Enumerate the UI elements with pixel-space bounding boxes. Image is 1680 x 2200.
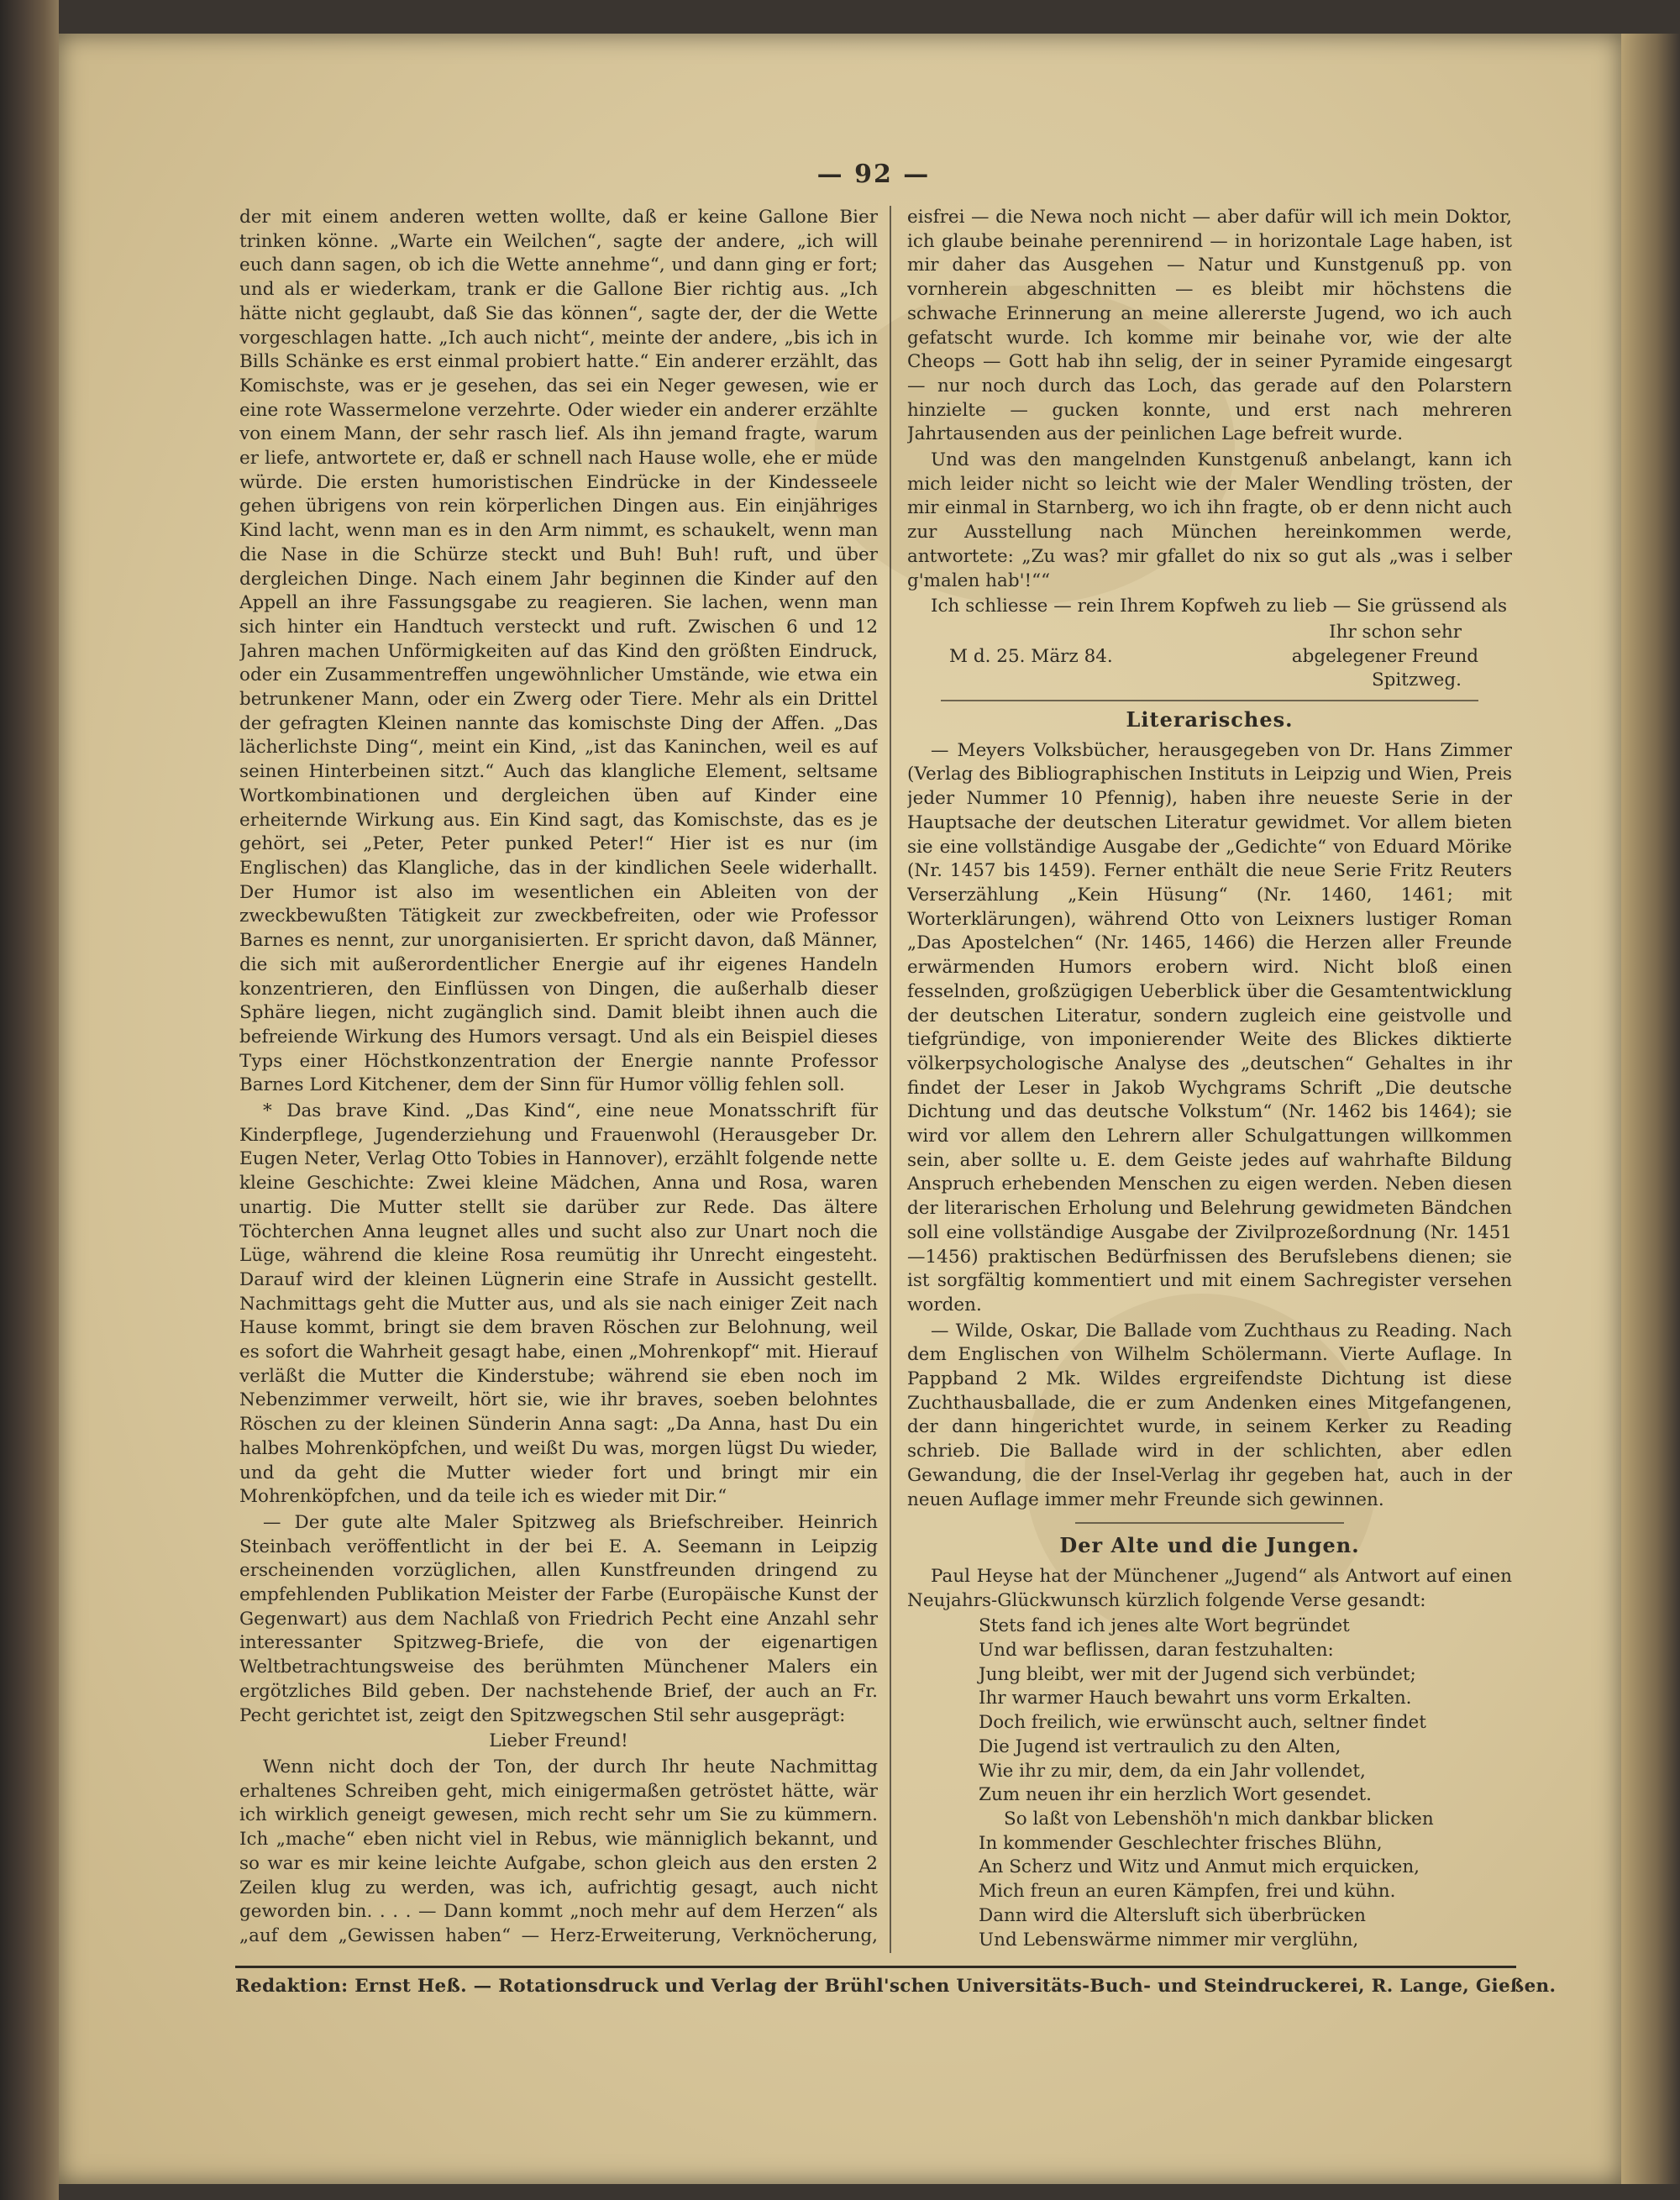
poem-line: Stets fand ich jenes alte Wort begründet [979,1615,1350,1637]
brave-kind-article: * Das brave Kind. „Das Kind“, eine neue Monatsschrift für Kinderpflege, Jugenderziehung und Frauenwohl (Herausgeber Dr. Eugen Neter, Verlag Otto Tobies in Hannover), erzählt folgende nette kleine Geschichte: Zwei kleine Mädchen, Anna und Rosa, waren unartig. Die Mutter stellt sie darüber zur Rede. Das ältere Töchterchen Anna leugnet alles und sucht also zur Unart noch die Lüge, während die kleine Rosa reumütig ihr Unrecht eingesteht. Darauf wird der kleinen Lügnerin eine Strafe in Aussicht gestellt. Nachmittags geht die Mutter aus, und als sie nach einiger Zeit nach Hause kommt, bringt sie dem braven Röschen zur Belohnung, weil es sofort die Wahrheit gesagt habe, einen „Mohrenkopf“ mit. Hierauf verläßt die Mutter die Kinderstube; während sie eben noch im Nebenzimmer verweilt, hört sie, wie ihr braves, soeben belohntes Röschen zu der kleinen Sünderin Anna sagt: „Da Anna, hast Du ein halbes Mohrenköpfchen, und weißt Du was, morgen lügst Du wieder, und da geht die Mutter wieder fort und bringt mir ein Mohrenköpfchen, und da teile ich es wieder mit Dir.“ [239,1100,878,1508]
page-edge [1621,34,1680,2184]
poem-line: Und Lebenswärme nimmer mir verglühn, [979,1929,1359,1951]
humor-article-text: der mit einem anderen wetten wollte, daß er keine Gallone Bier trinken könne. „Warte ein Weilchen“, sagte der andere, „ich will euch dann sagen, ob ich die Wette annehme“, und dann ging er fort; und als er wiederkam, trank er die Gallone Bier richtig aus. „Ich hätte nicht geglaubt, daß Sie das können“, sagte der, der die Wette vorgeschlagen hatte. „Ich auch nicht“, meinte der andere, „bis ich in Bills Schänke es erst einmal probiert hatte.“ Ein anderer erzählt, das Komischste, was er je gesehen, das sei ein Neger gewesen, wie er eine rote Wassermelone verzehrte. Oder wieder ein anderer erzählte von einem Mann, der sehr rasch lief. Als ihn jemand fragte, warum er liefe, antwortete er, daß er schnell nach Hause wolle, ehe er müde würde. Die ersten humoristischen Eindrücke in der Kindesseele gehen übrigens von rein körperlichen Dingen aus. Ein einjähriges Kind lacht, wenn man es in den Arm nimmt, es schaukelt, wenn man die Nase in die Schürze steckt und Buh! Buh! ruft, und über dergleichen Dinge. Nach einem Jahr beginnen die Kinder auf den Appell an ihre Fassungsgabe zu reagieren. Sie lachen, wenn man sich hinter ein Handtuch versteckt und ruft. Zwischen 6 und 12 Jahren machen Unförmigkeiten auf das Kind den größten Eindruck, oder ein Zusammentreffen ungewöhnlicher Umstände, wie etwa ein betrunkener Mann, oder ein Zwerg oder Tiere. Mehr als ein Drittel der gefragten Kleinen nannte das komischste Ding der Affen. „Das lächerlichste Ding“, meint ein Kind, „ist das Kaninchen, weil es auf seinen Hinterbeinen sitzt.“ Auch das klangliche Element, seltsame Wortkombinationen und dergleichen üben auf Kinder eine erheiternde Wirkung aus. Ein Kind sagt, das Komischste, das es je gehört, sei „Peter, Peter punked Peter!“ Hier ist es nur (im Englischen) das Klangliche, das in der kindlichen Seele widerhallt. Der Humor ist also im wesentlichen ein Ableiten von der zweckbewußten Tätigkeit zur zweckbefreiten, oder wie Professor Barnes es nennt, zur unorganisierten. Er spricht davon, daß Männer, die sich mit außerordentlicher Energie auf ihr eigenes Handeln konzentrieren, den Einflüssen von Dingen, die außerhalb dieser Sphäre liegen, nicht zugänglich sind. Damit bleibt ihnen auch die befreiende Wirkung des Humors versagt. Und als ein Beispiel dieses Typs einer Höchstkonzentration der Energie nannte Professor Barnes Lord Kitchener, dem der Sinn für Humor völlig fehlen soll. [239,207,878,1096]
alte-jungen-intro: Paul Heyse hat der Münchener „Jugend“ als Antwort auf einen Neujahrs-Glückwunsch kürzlich folgende Verse gesandt: [907,1565,1512,1611]
imprint-footer: Redaktion: Ernst Heß. — Rotationsdruck und Verlag der Brühl'schen Universitäts-Buch- und Steindruckerei, R. Lange, Gießen. [235,1976,1557,1997]
poem-line [979,1952,1512,1953]
letter-signature-name: Spitzweg. [1371,669,1462,691]
right-column [907,206,1512,1953]
letter-closing: Ich schliesse — rein Ihrem Kopfweh zu lieb — Sie grüssend als [931,596,1508,617]
literarisches-meyers: — Meyers Volksbücher, herausgegeben von Dr. Hans Zimmer (Verlag des Bibliographischen Instituts in Leipzig und Wien, Preis jeder Nummer 10 Pfennig), haben ihre neueste Serie in der Hauptsache der deutschen Literatur gewidmet. Vor allem bieten sie eine vollständige Ausgabe der „Gedichte“ von Eduard Mörike (Nr. 1457 bis 1459). Ferner enthält die neue Serie Fritz Reuters Verserzählung „Kein Hüsung“ (Nr. 1460, 1461; mit Worterklärungen), während Otto von Leixners lustiger Roman „Das Apostelchen“ (Nr. 1465, 1466) die Herzen aller Freunde erwärmenden Humors erobern wird. Nicht bloß einen fesselnden, großzügigen Ueberblick über die Gesamtentwicklung der deutschen Literatur, sondern zugleich eine geistvolle und tiefgründige, von imponierender Weite des Blickes diktierte völkerpsychologische Analyse des „deutschen“ Gehaltes in ihr findet der Leser in Jakob Wychgrams Schrift „Die deutsche Dichtung und das deutsche Volkstum“ (Nr. 1462 bis 1464); sie wird vor allem den Lehrern aller Schulgattungen willkommen sein, aber sollte u. E. dem Geiste jedes auf wahrhafte Bildung Anspruch erhebenden Menschen zu eigen werden. Neben diesen der literarischen Erholung und Belehrung gewidmeten Bändchen soll eine vollständige Ausgabe der Zivilprozeßordnung (Nr. 1451—1456) praktischen Bedürfnissen des Berufslebens dienen; sie ist sorgfältig kommentiert und mit einem Sachregister versehen worden. [907,739,1512,1315]
footer-rule [235,1966,1516,1968]
poem-line: Wie ihr zu mir, dem, da ein Jahr vollendet, [979,1760,1366,1782]
section-rule [941,700,1478,701]
heyse-poem [907,1615,1512,1953]
book-binding [0,0,59,2200]
letter-continuation: eisfrei — die Newa noch nicht — aber dafür will ich mein Doktor, ich glaube beinahe perennirend — in horizontale Lage haben, ist mir daher das Ausgehen — Natur und Kunstgenuß pp. von vornherein abgeschnitten — es bleibt mir höchstens die schwache Erinnerung an meine allererste Jugend, wo ich auch gefatscht wurde. Ich komme mir beinahe vor, wie der alte Cheops — Gott hab ihn selig, der in seiner Pyramide eingesargt — nur noch durch das Loch, das gerade auf den Polarstern hinzielte — gucken konnte, und erst nach mehreren Jahrtausenden aus der peinlichen Lage befreit wurde. [907,207,1512,445]
letter-date: M d. 25. März 84. [949,645,1113,667]
letter-body: Wenn nicht doch der Ton, der durch Ihr heute Nachmittag erhaltenes Schreiben geht, mich einigermaßen getröstet hätte, wär ich wirklich geneigt gewesen, mich recht sehr um Sie zu kümmern. Ich „mache“ eben nicht viel in Rebus, wie männiglich bekannt, und so war es mir keine leichte Aufgabe, schon gleich aus den ersten 2 Zeilen klug zu werden, was ich, aufrichtig gesagt, auch nicht geworden bin. . . . — Dann kommt „noch mehr auf dem Herzen“ als „auf dem „Gewissen haben“ — Herz-Erweiterung, Verknöcherung, [239,1756,878,1946]
page-number: — 92 — [816,160,931,189]
poem-line: Doch freilich, wie erwünscht auch, seltner findet [979,1712,1426,1734]
poem-line: Zum neuen ihr ein herzlich Wort gesendet. [979,1784,1372,1806]
letter-salutation: Lieber Freund! [489,1730,628,1752]
left-column [239,206,878,1949]
literarisches-heading: Literarisches. [1126,707,1294,732]
section-rule [1075,1522,1344,1524]
letter-signature-line-1: Ihr schon sehr [1329,621,1462,643]
alte-jungen-heading: Der Alte und die Jungen. [1059,1533,1360,1558]
poem-line: Und war beflissen, daran festzuhalten: [979,1640,1334,1662]
poem-line: Die Jugend ist vertraulich zu den Alten, [979,1735,1341,1757]
poem-line: In kommender Geschlechter frisches Blühn, [979,1832,1383,1854]
poem-line: An Scherz und Witz und Anmut mich erquicken, [979,1856,1420,1878]
literarisches-wilde: — Wilde, Oskar, Die Ballade vom Zuchthaus zu Reading. Nach dem Englischen von Wilhelm Schölermann. Vierte Auflage. In Pappband 2 Mk. Wildes ergreifendste Dichtung ist diese Zuchthausballade, die er zum Andenken eines Mitgefangenen, der dann hingerichtet wurde, in seinem Kerker zu Reading schrieb. Die Ballade wird in der schlichten, aber edlen Gewandung, die der Insel-Verlag ihr gegeben hat, auch in der neuen Auflage immer mehr Freunde sich gewinnen. [907,1320,1512,1510]
poem-line: So laßt von Lebenshöh'n mich dankbar blicken [1004,1809,1434,1830]
poem-line: Ihr warmer Hauch bewahrt uns vorm Erkalten. [979,1688,1412,1709]
letter-dateline [907,645,1512,669]
letter-signature-line-2: abgelegener Freund [1291,645,1478,667]
letter-continuation-2: Und was den mangelnden Kunstgenuß anbelangt, kann ich mich leider nicht so leicht wie der Maler Wendling trösten, der mir einmal in Starnberg, wo ich ihn fragte, ob er denn nicht auch zur Ausstellung nach München hereinkommen werde, antwortete: „Zu was? mir gfallet do nix so gut als „was i selber g'malen hab'!““ [907,449,1512,591]
poem-line: Jung bleibt, wer mit der Jugend sich verbündet; [979,1663,1416,1685]
poem-line: Dann wird die Altersluft sich überbrücken [979,1904,1366,1926]
poem-line: Mich freun an euren Kämpfen, frei und kühn. [979,1881,1396,1903]
column-divider [890,206,891,1953]
spitzweg-article-intro: — Der gute alte Maler Spitzweg als Briefschreiber. Heinrich Steinbach veröffentlicht in der bei E. A. Seemann in Leipzig erscheinenden vorzüglichen, allen Kunstfreunden dringend zu empfehlenden Publikation Meister der Farbe (Europäische Kunst der Gegenwart) aus dem Nachlaß von Friedrich Pecht eine Anzahl sehr interessanter Spitzweg-Briefe, die von der eigenartigen Weltbetrachtungsweise des berühmten Münchener Malers ein ergötzliches Bild geben. Der nachstehende Brief, der auch an Fr. Pecht gerichtet ist, zeigt den Spitzwegschen Stil sehr ausgeprägt: [239,1511,878,1726]
